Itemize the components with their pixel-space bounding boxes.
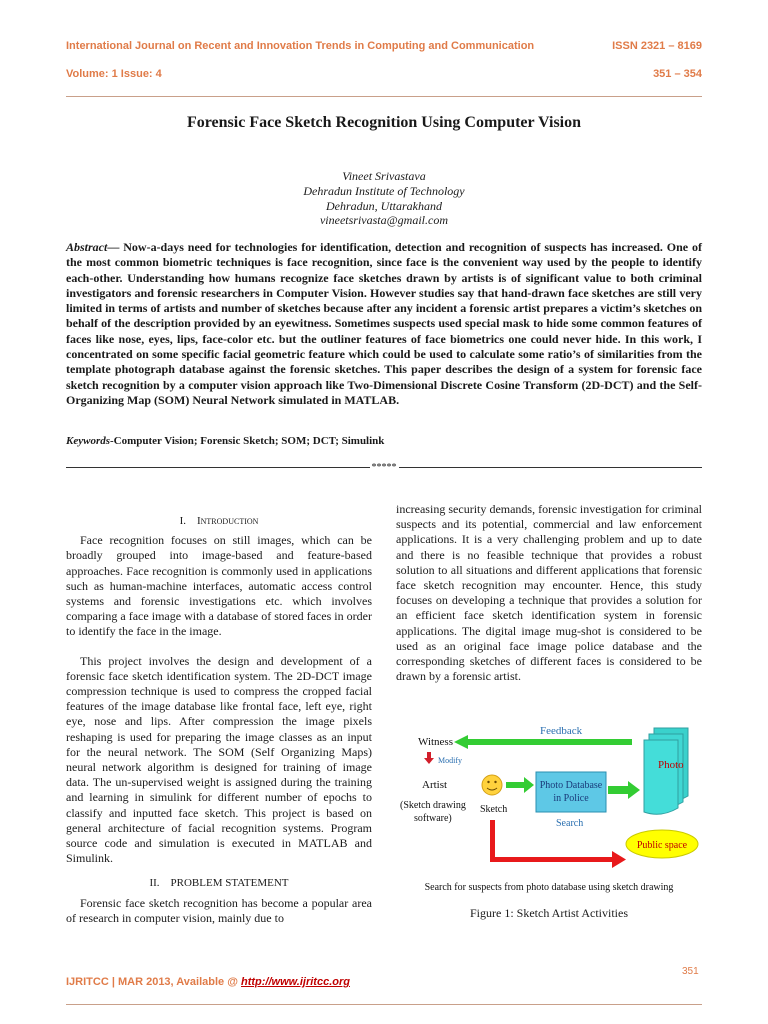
right-paragraph-1: increasing security demands, forensic investigation for criminal suspects and its potential, commercial and law enforcement applications. It is a very challenging problem and up to date and there is no feasible technique that provides a robust solution to all situations and different applications that forensic face sketch recognition may encounter. Hence, this study focuses on developing a technique that provides a solution for an efficient face sketch identification system in forensic applications. The digital image mug-shot is considered to be used as an original face image police database and the corresponding sketches of different faces is considered to be drawn by a forensic artist.: [396, 502, 702, 684]
figure-witness-label: Witness: [418, 736, 453, 748]
author-email: vineetsrivasta@gmail.com: [319, 213, 448, 227]
section-heading-introduction: I. Introduction: [179, 515, 259, 527]
figure-inner-caption: Search for suspects from photo database using sketch drawing: [424, 882, 674, 893]
figure-sketch-software-2: software): [414, 813, 452, 824]
section-separator: [66, 462, 702, 473]
author-location: Dehradun, Uttarakhand: [326, 199, 442, 213]
right-column: [396, 502, 702, 684]
smiley-face-icon: [482, 775, 502, 795]
footer: [66, 976, 350, 988]
separator-stars: *****: [371, 462, 397, 473]
keywords: [66, 435, 384, 447]
abstract-dash: —: [107, 240, 124, 254]
figure-sketch-label: Sketch: [480, 804, 508, 815]
header-rule: [66, 96, 702, 97]
abstract-label: Abstract: [66, 240, 108, 254]
keywords-label: Keywords: [66, 435, 110, 447]
intro-paragraph-2: This project involves the design and development of a forensic face sketch identification system. The 2D-DCT image compression technique is used to compress the cropped facial features of the image database like frontal face, left eye, right eye, nose and lips. After compression the image pixels reshaping is used for preparing the image classes as an input for the neural network. The SOM (Self Organizing Maps) neural network algorithm is designed for training of image data. The un-supervised weight is assigned during the training and learning in simulink for different number of epochs to classify and inputted face sketch. This project is based on general architecture of facial recognition systems. Program source code and simulation is executed in MATLAB and Simulink.: [66, 653, 372, 866]
figure-caption: Figure 1: Sketch Artist Activities: [470, 906, 628, 920]
journal-name: International Journal on Recent and Innovation Trends in Computing and Communication: [66, 40, 535, 52]
figure-search-label: Search: [556, 818, 584, 829]
figure-photo-db-2: in Police: [553, 793, 589, 804]
page-number: 351: [682, 966, 699, 977]
footer-link[interactable]: http://www.ijritcc.org: [241, 976, 350, 988]
section-heading-problem: II. PROBLEM STATEMENT: [149, 877, 289, 890]
sketch-to-database-arrow: [506, 777, 534, 793]
feedback-arrow: [454, 735, 632, 749]
author-name: Vineet Srivastava: [342, 169, 426, 183]
figure-sketch-software-1: (Sketch drawing: [400, 800, 466, 811]
author-affiliation: Dehradun Institute of Technology: [303, 184, 465, 198]
photo-database-box: [536, 772, 606, 812]
footer-text: IJRITCC | MAR 2013, Available @: [66, 976, 241, 988]
left-column: [66, 514, 372, 926]
figure-artist-label: Artist: [422, 779, 448, 791]
intro-paragraph-1: Face recognition focuses on still images, which can be broadly grouped into image-based and feature-based approaches. Face recognition is commonly used in applications such as human-machine interfaces, automatic access control systems and forensic investigations etc. which involves comparing a face image with a database of stored faces in order to identify the face in the image.: [66, 533, 372, 639]
problem-paragraph-1: Forensic face sketch recognition has become a popular area of research in computer vision, mainly due to: [66, 895, 372, 925]
figure-public-space-label: Public space: [636, 840, 688, 851]
volume-issue: Volume: 1 Issue: 4: [66, 68, 162, 80]
issn: ISSN 2321 – 8169: [612, 40, 702, 52]
footer-rule: [66, 1004, 702, 1005]
page-range: 351 – 354: [653, 68, 702, 80]
abstract-text: Now-a-days need for technologies for identification, detection and recognition of suspects has increased. One of the most common biometric techniques is face recognition, since face is the convenient way used by the people to identify each-other. Understanding how humans recognize face sketches drawn by artists is of significant value to both criminal investigators and forensic researchers in Computer Vision. However studies say that hand-drawn face sketches are still very limited in terms of artists and number of sketches because after any incident a forensic artist prepares a victim’s sketches on behalf of the description provided by an eyewitness. Sometimes suspects used special mask to hide some common features of faces like nose, eyes, lips, face-color etc. but the outliner features of face biometrics one could never hide. In this work, I concentrated on some specific facial geometric feature which could be used to calculate some ratio’s of similarities from the template photograph database against the forensic sketches. This paper describes the design of a system for forensic face sketch recognition by a computer vision approach like Two-Dimensional Discrete Cosine Transform (2D-DCT) and the Self-Organizing Map (SOM) Neural Network simulated in MATLAB.: [66, 240, 702, 407]
paper-title: Forensic Face Sketch Recognition Using Computer Vision: [186, 114, 582, 131]
sketch-artist-figure: [396, 716, 702, 896]
figure-feedback-label: Feedback: [540, 725, 583, 737]
photo-stack-icon: [644, 728, 688, 814]
figure-photo-db-1: Photo Database: [539, 780, 603, 791]
figure-modify-label: Modify: [438, 756, 462, 765]
keywords-text: -Computer Vision; Forensic Sketch; SOM; DCT; Simulink: [110, 435, 385, 447]
abstract: [66, 240, 702, 408]
figure-photo-label: Photo: [658, 759, 684, 771]
database-to-photo-arrow: [608, 781, 640, 799]
modify-arrow: [424, 752, 434, 764]
